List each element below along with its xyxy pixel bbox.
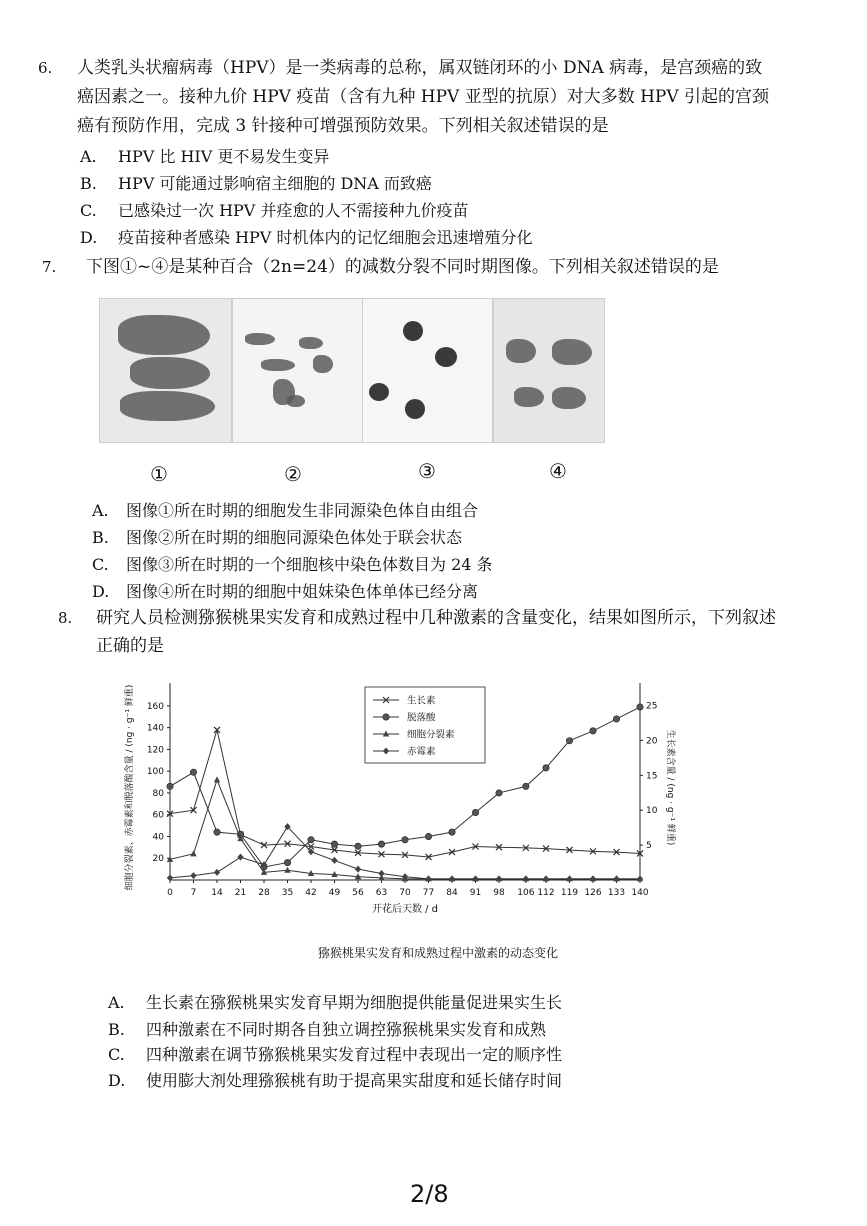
panel-label-2: ② — [284, 462, 302, 486]
q8-option-d — [108, 1070, 562, 1092]
x-axis-label: 开花后天数 / d — [371, 904, 439, 915]
q6-option-b-text: HPV 可能通过影响宿主细胞的 DNA 而致癌 — [118, 174, 432, 193]
y-right-tick-label: 15 — [646, 771, 658, 782]
q6-stem-line-2: 癌因素之一。接种九价 HPV 疫苗（含有九种 HPV 亚型的抗原）对大多数 HPV 引起的宫颈 — [77, 87, 770, 107]
data-point-circle — [190, 769, 196, 775]
y-right-tick-label: 25 — [646, 701, 658, 712]
q7-option-d — [92, 581, 478, 603]
panel-label-4: ④ — [549, 459, 567, 483]
data-point-diamond — [214, 869, 220, 876]
y-left-tick-label: 140 — [146, 723, 164, 734]
y-axis-label-right: 生长素含量 / (ng · g⁻¹ 鲜重) — [665, 729, 675, 846]
q7-option-d-label: D. — [92, 582, 110, 601]
q8-number: 8. — [58, 609, 73, 627]
data-point-circle — [167, 783, 173, 789]
x-tick-label: 63 — [375, 888, 388, 898]
data-point-circle — [355, 843, 361, 849]
q8-option-c-text: 四种激素在调节猕猴桃果实发育过程中表现出一定的顺序性 — [146, 1045, 563, 1064]
data-point-circle — [402, 837, 408, 843]
q7-option-b-label: B. — [92, 528, 109, 547]
data-point-circle — [543, 765, 549, 771]
y-right-tick-label: 10 — [646, 806, 658, 817]
q6-option-d-text: 疫苗接种者感染 HPV 时机体内的记忆细胞会迅速增殖分化 — [118, 228, 533, 247]
q8-option-a-label: A. — [108, 993, 125, 1012]
q8-option-d-label: D. — [108, 1071, 126, 1090]
x-tick-label: 112 — [537, 888, 555, 898]
panel-label-1: ① — [150, 462, 168, 486]
data-point-diamond — [331, 857, 337, 864]
data-point-diamond — [237, 854, 243, 861]
micrograph-4 — [493, 298, 605, 443]
series-line-2 — [170, 780, 640, 879]
x-tick-label: 28 — [258, 888, 270, 898]
q6-option-b — [80, 173, 432, 195]
q8-option-c — [108, 1044, 562, 1066]
data-point-triangle — [190, 850, 196, 856]
q8-option-b-label: B. — [108, 1020, 125, 1039]
hormone-chart — [110, 665, 730, 965]
x-tick-label: 77 — [422, 888, 435, 898]
y-axis-label-left: 细胞分裂素、赤霉素和脱落酸含量 / (ng · g⁻¹ 鲜重) — [125, 684, 135, 891]
q7-number: 7. — [42, 258, 57, 276]
q7-option-a-label: A. — [92, 501, 109, 520]
y-left-tick-label: 160 — [146, 701, 164, 712]
q7-option-b — [92, 527, 462, 549]
data-point-triangle — [214, 776, 220, 782]
data-point-circle — [378, 841, 384, 847]
panel-label-3: ③ — [418, 459, 436, 483]
q7-option-a-text: 图像①所在时期的细胞发生非同源染色体自由组合 — [126, 501, 479, 520]
micrograph-2 — [232, 298, 363, 443]
q7-option-c-text: 图像③所在时期的一个细胞核中染色体数目为 24 条 — [126, 555, 493, 574]
y-right-tick-label: 5 — [646, 841, 652, 852]
q6-option-b-label: B. — [80, 174, 97, 193]
q8-option-a-text: 生长素在猕猴桃果实发育早期为细胞提供能量促进果实生长 — [146, 993, 563, 1012]
data-point-circle — [566, 738, 572, 744]
x-tick-label: 70 — [399, 888, 411, 898]
q6-option-a-label: A. — [80, 147, 97, 166]
y-left-tick-label: 40 — [152, 832, 164, 843]
chart-legend — [365, 687, 485, 763]
x-tick-label: 133 — [607, 888, 626, 898]
data-point-circle — [331, 841, 337, 847]
data-point-triangle — [284, 867, 290, 873]
data-point-circle — [637, 704, 643, 710]
micrograph-1 — [99, 298, 232, 443]
q8-option-b — [108, 1019, 546, 1041]
data-point-circle — [425, 833, 431, 839]
data-point-circle — [613, 716, 619, 722]
x-tick-label: 35 — [281, 888, 294, 898]
x-tick-label: 98 — [493, 888, 505, 898]
q7-option-c — [92, 554, 493, 576]
q8-stem-line-2: 正确的是 — [96, 636, 164, 656]
q6-option-d-label: D. — [80, 228, 98, 247]
data-point-circle — [284, 859, 290, 865]
x-tick-label: 106 — [517, 888, 535, 898]
data-point-circle — [472, 809, 478, 815]
legend-label: 细胞分裂素 — [407, 729, 455, 741]
y-left-tick-label: 80 — [152, 788, 164, 799]
q8-option-b-text: 四种激素在不同时期各自独立调控猕猴桃果实发育和成熟 — [146, 1020, 547, 1039]
x-tick-label: 7 — [190, 888, 197, 898]
legend-label: 生长素 — [407, 695, 436, 707]
x-tick-label: 84 — [446, 888, 458, 898]
legend-label: 脱落酸 — [407, 712, 436, 724]
q6-option-d — [80, 227, 532, 249]
x-tick-label: 140 — [631, 888, 649, 898]
data-point-circle — [308, 837, 314, 843]
x-tick-label: 0 — [167, 888, 173, 898]
q8-option-c-label: C. — [108, 1045, 125, 1064]
data-point-circle — [496, 790, 502, 796]
q8-option-d-text: 使用膨大剂处理猕猴桃有助于提高果实甜度和延长储存时间 — [146, 1071, 563, 1090]
data-point-diamond — [355, 866, 361, 873]
x-tick-label: 91 — [469, 888, 482, 898]
q6-option-a-text: HPV 比 HIV 更不易发生变异 — [118, 147, 330, 166]
x-tick-label: 119 — [560, 888, 579, 898]
x-tick-label: 21 — [234, 888, 247, 898]
y-left-tick-label: 60 — [152, 810, 164, 821]
data-point-diamond — [378, 870, 384, 877]
page-number: 2/8 — [410, 1180, 449, 1208]
q6-option-c-text: 已感染过一次 HPV 并痊愈的人不需接种九价疫苗 — [118, 201, 469, 220]
legend-label: 赤霉素 — [407, 746, 436, 758]
q6-stem-line-3: 癌有预防作用，完成 3 针接种可增强预防效果。下列相关叙述错误的是 — [77, 116, 609, 136]
q6-option-c — [80, 200, 468, 222]
y-left-tick-label: 20 — [152, 854, 164, 865]
chart-title: 猕猴桃果实发育和成熟过程中激素的动态变化 — [318, 946, 559, 960]
y-left-tick-label: 120 — [146, 745, 164, 756]
x-tick-label: 49 — [328, 888, 341, 898]
data-point-circle — [523, 783, 529, 789]
q7-option-d-text: 图像④所在时期的细胞中姐妹染色体单体已经分离 — [126, 582, 479, 601]
q6-option-a — [80, 146, 329, 168]
q7-option-b-text: 图像②所在时期的细胞同源染色体处于联会状态 — [126, 528, 463, 547]
data-point-circle — [449, 829, 455, 835]
data-point-circle — [214, 829, 220, 835]
x-tick-label: 126 — [584, 888, 602, 898]
data-point-circle — [590, 728, 596, 734]
q8-stem-line-1: 研究人员检测猕猴桃果实发育和成熟过程中几种激素的含量变化，结果如图所示，下列叙述 — [96, 608, 776, 628]
q7-option-a — [92, 500, 478, 522]
q6-option-c-label: C. — [80, 201, 97, 220]
data-point-circle — [383, 714, 389, 720]
x-tick-label: 56 — [352, 888, 364, 898]
y-right-tick-label: 20 — [646, 736, 658, 747]
micrograph-3 — [362, 298, 493, 443]
q6-stem-line-1: 人类乳头状瘤病毒（HPV）是一类病毒的总称，属双链闭环的小 DNA 病毒，是宫颈癌的致 — [77, 58, 763, 78]
y-left-tick-label: 100 — [146, 767, 164, 778]
data-point-diamond — [190, 872, 196, 879]
q8-option-a — [108, 992, 562, 1014]
x-tick-label: 14 — [211, 888, 223, 898]
q7-stem: 下图①~④是某种百合（2n=24）的减数分裂不同时期图像。下列相关叙述错误的是 — [86, 257, 719, 277]
q7-option-c-label: C. — [92, 555, 109, 574]
x-tick-label: 42 — [305, 888, 317, 898]
q6-number: 6. — [38, 59, 53, 77]
